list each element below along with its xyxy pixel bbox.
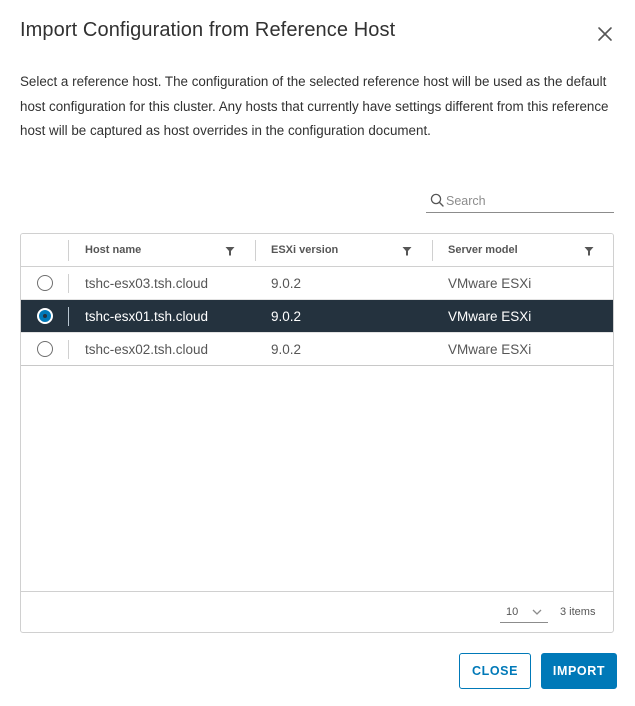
column-separator[interactable] <box>432 240 433 261</box>
column-separator <box>68 307 69 326</box>
filter-icon[interactable] <box>225 246 235 256</box>
server-model-cell: VMware ESXi <box>448 342 532 357</box>
dialog-description: Select a reference host. The configuration of the selected reference host will be used as the default host configuration for this cluster. Any hosts that currently have settings different from this reference host will be captured as host overrides in the configuration document. <box>20 74 609 138</box>
close-button[interactable]: CLOSE <box>459 653 531 689</box>
column-separator <box>68 340 69 359</box>
column-separator <box>68 240 69 261</box>
page-size-select[interactable] <box>500 603 548 623</box>
column-header-host-name[interactable]: Host name <box>85 244 142 256</box>
server-model-cell: VMware ESXi <box>448 309 532 324</box>
page-size-value: 10 <box>506 606 519 618</box>
items-count: 3 items <box>560 606 596 618</box>
table-row[interactable] <box>21 267 613 300</box>
rows-divider <box>21 365 613 366</box>
host-name-cell: tshc-esx01.tsh.cloud <box>85 309 209 324</box>
filter-icon[interactable] <box>402 246 412 256</box>
row-radio[interactable] <box>37 308 53 324</box>
dialog-title: Import Configuration from Reference Host <box>20 19 396 41</box>
esxi-version-cell: 9.0.2 <box>271 276 302 291</box>
search-field <box>426 190 614 213</box>
esxi-version-cell: 9.0.2 <box>271 309 302 324</box>
close-icon[interactable] <box>596 25 614 43</box>
hosts-datagrid <box>20 233 614 633</box>
filter-icon[interactable] <box>584 246 594 256</box>
host-name-cell: tshc-esx02.tsh.cloud <box>85 342 209 357</box>
chevron-down-icon <box>532 608 542 616</box>
grid-footer <box>21 591 613 632</box>
row-radio[interactable] <box>37 275 53 291</box>
column-separator[interactable] <box>255 240 256 261</box>
grid-header <box>21 234 613 267</box>
import-button[interactable]: IMPORT <box>541 653 617 689</box>
column-header-esxi-version[interactable]: ESXi version <box>271 244 339 256</box>
search-input[interactable] <box>446 190 611 211</box>
esxi-version-cell: 9.0.2 <box>271 342 302 357</box>
row-radio[interactable] <box>37 341 53 357</box>
server-model-cell: VMware ESXi <box>448 276 532 291</box>
host-name-cell: tshc-esx03.tsh.cloud <box>85 276 209 291</box>
table-row-selected[interactable] <box>21 300 613 333</box>
search-icon <box>430 193 444 207</box>
column-separator <box>68 274 69 293</box>
table-row[interactable] <box>21 333 613 366</box>
column-header-server-model[interactable]: Server model <box>448 244 518 256</box>
